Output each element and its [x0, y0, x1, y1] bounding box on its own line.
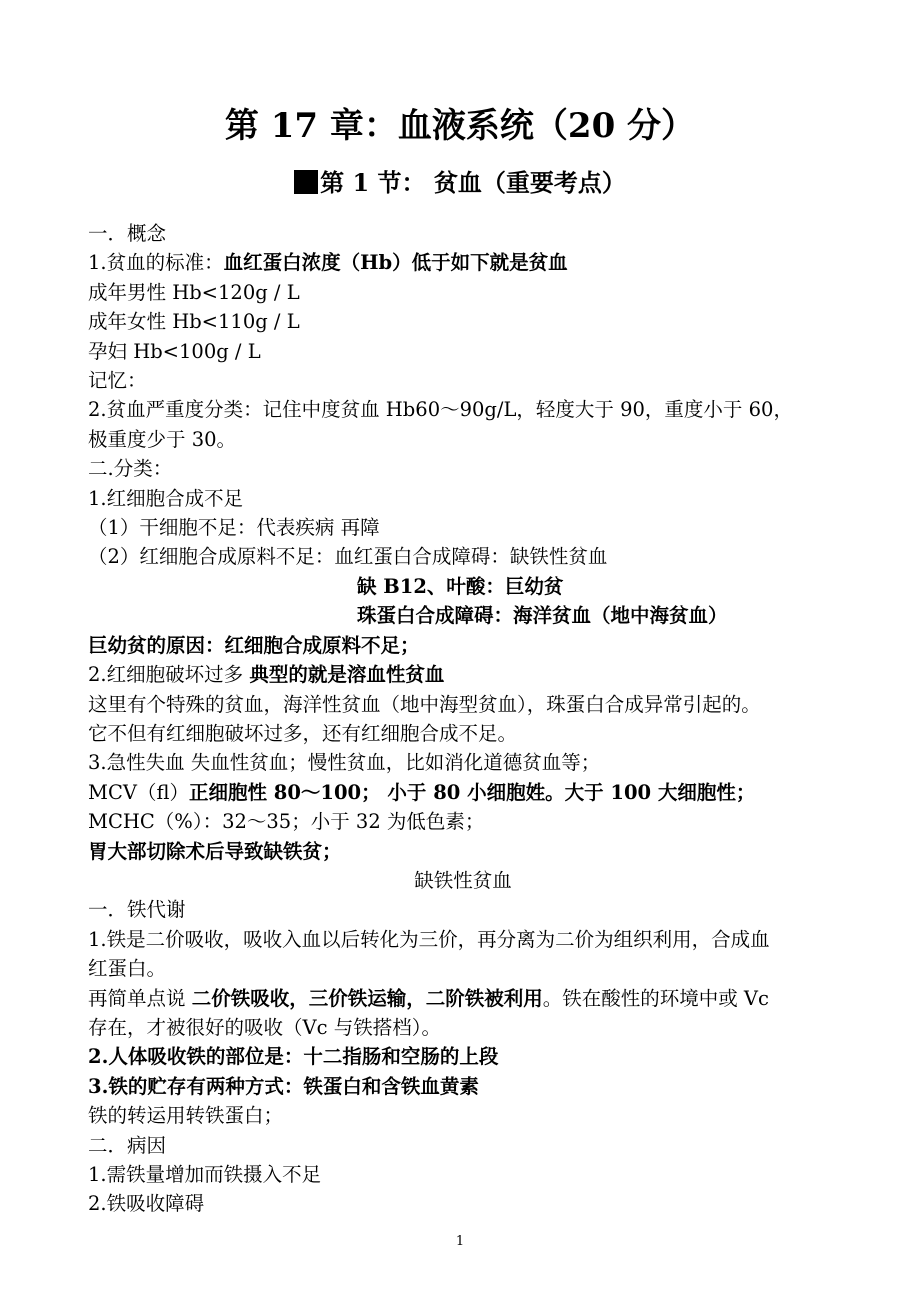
text-line [88, 513, 838, 542]
text: 极重度少于 30。 [88, 427, 237, 451]
text-line [88, 542, 838, 571]
section-title-text: 第 1 节： 贫血（重要考点） [320, 168, 626, 197]
text: 2.红细胞破坏过多 [88, 663, 250, 687]
bold-text: 典型的就是溶血性贫血 [249, 663, 445, 687]
text-line [88, 1101, 838, 1130]
section-title [0, 164, 920, 202]
text: 铁的转运用转铁蛋白； [88, 1104, 284, 1128]
bold-text: 缺 B12、叶酸：巨幼贫 [357, 574, 564, 598]
text: 这里有个特殊的贫血，海洋性贫血（地中海型贫血），珠蛋白合成异常引起的。 [88, 692, 761, 716]
text-line [88, 307, 838, 336]
bold-text: 正细胞性 80～100； 小于 80 小细胞姓。大于 100 大细胞性； [188, 780, 756, 804]
text: 红蛋白。 [88, 957, 167, 981]
bold-text: 二价铁吸收，三价铁运输，二阶铁被利用 [191, 986, 543, 1010]
bold-text: 珠蛋白合成障碍：海洋贫血（地中海贫血） [357, 604, 728, 628]
text-line [88, 719, 838, 748]
text-line [88, 660, 838, 689]
text-line [88, 219, 838, 248]
text-line [88, 866, 838, 895]
text: 一．概念 [88, 222, 167, 245]
text-line [88, 278, 838, 307]
text: 1.铁是二价吸收，吸收入血以后转化为三价，再分离为二价为组织利用，合成血 [88, 927, 770, 951]
bold-text: 巨幼贫的原因：红细胞合成原料不足； [88, 633, 420, 657]
bold-text: 3.铁的贮存有两种方式：铁蛋白和含铁血黄素 [88, 1074, 479, 1098]
document-body [88, 219, 838, 1219]
text-line [88, 1042, 838, 1071]
text-line [88, 601, 838, 630]
text: 1.需铁量增加而铁摄入不足 [88, 1163, 322, 1186]
text: 1.红细胞合成不足 [88, 486, 244, 510]
black-square-icon [294, 170, 318, 194]
page-number: 1 [455, 1234, 465, 1249]
text-line [88, 454, 838, 483]
text-line [88, 366, 838, 395]
text: 它不但有红细胞破坏过多，还有红细胞合成不足。 [88, 721, 518, 745]
text-line [88, 925, 838, 954]
text-line [88, 248, 838, 277]
text: 3.急性失血 失血性贫血；慢性贫血，比如消化道德贫血等； [88, 751, 601, 775]
text: （2）红细胞合成原料不足：血红蛋白合成障碍：缺铁性贫血 [88, 545, 608, 569]
text: 。铁在酸性的环境中或 Vc [542, 986, 769, 1010]
text: 二．病因 [88, 1133, 167, 1157]
text: 二.分类： [88, 457, 173, 481]
text-line [88, 631, 838, 660]
text-line [88, 572, 838, 601]
text: 2.铁吸收障碍 [88, 1192, 205, 1216]
bold-text: 2.人体吸收铁的部位是：十二指肠和空肠的上段 [88, 1045, 499, 1069]
text: 成年男性 Hb<120g / L [88, 280, 300, 304]
bold-text: 血红蛋白浓度（Hb）低于如下就是贫血 [223, 251, 568, 275]
text-line [88, 395, 838, 424]
text-line [88, 1072, 838, 1101]
text: 一．铁代谢 [88, 898, 186, 922]
text-line [88, 337, 838, 366]
text-line [88, 895, 838, 924]
text-line [88, 954, 838, 983]
text-line [88, 984, 838, 1013]
text-line [88, 425, 838, 454]
text: 2.贫血严重度分类：记住中度贫血 Hb60～90g/L，轻度大于 90，重度小于 60， [88, 398, 793, 422]
text: 记忆： [88, 369, 147, 393]
text: 再简单点说 [88, 986, 192, 1010]
text: 孕妇 Hb<100g / L [88, 339, 261, 363]
text: 缺铁性贫血 [414, 868, 512, 892]
text-line [88, 837, 838, 866]
text-line [88, 748, 838, 777]
text: （1）干细胞不足：代表疾病 再障 [88, 516, 380, 540]
text: 1.贫血的标准： [88, 251, 224, 275]
text-line [88, 484, 838, 513]
bold-text: 胃大部切除术后导致缺铁贫； [88, 839, 342, 863]
text-line [88, 1013, 838, 1042]
text: 成年女性 Hb<110g / L [88, 310, 300, 334]
text: MCV（fl） [88, 780, 189, 804]
text-line [88, 1131, 838, 1160]
text-line [88, 778, 838, 807]
chapter-title: 第 17 章：血液系统（20 分） [224, 106, 696, 146]
text-line [88, 1160, 838, 1189]
text: 存在，才被很好的吸收（Vc 与铁搭档）。 [88, 1015, 441, 1039]
text-line [88, 807, 838, 836]
text: MCHC（%）：32～35；小于 32 为低色素； [88, 810, 485, 834]
text-line [88, 1189, 838, 1218]
text-line [88, 690, 838, 719]
